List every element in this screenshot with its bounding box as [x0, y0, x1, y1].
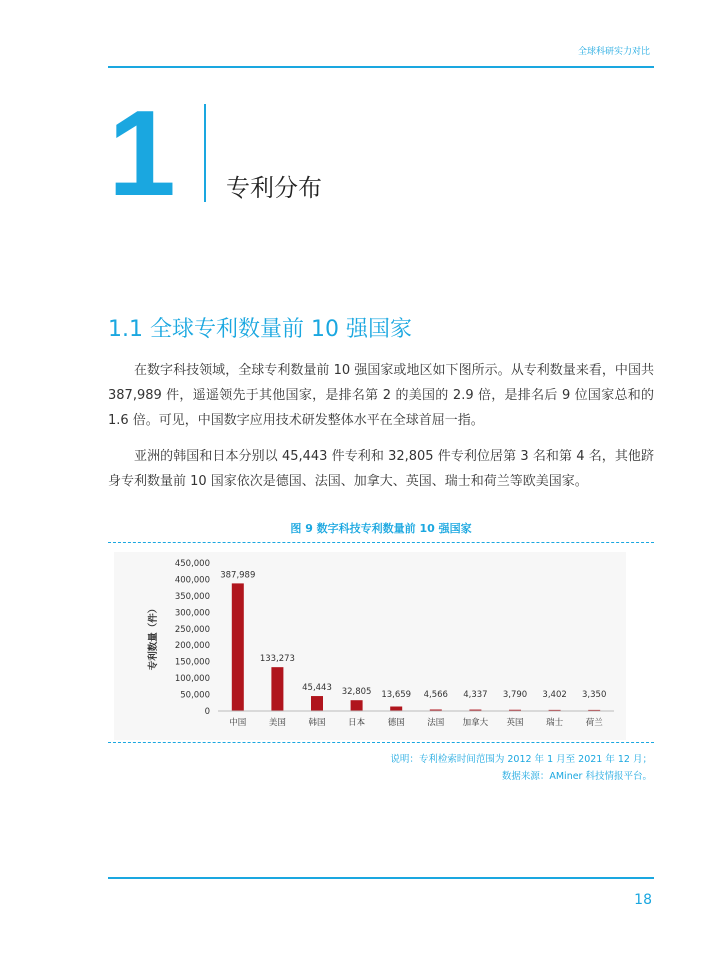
y-tick-label: 150,000	[174, 657, 210, 668]
patent-bar-chart	[108, 546, 654, 740]
x-tick-label: 荷兰	[585, 718, 603, 728]
figure-caption: 图 9 数字科技专利数量前 10 强国家	[290, 522, 472, 535]
figure-top-divider	[108, 542, 654, 543]
bar-data-label: 3,350	[582, 690, 607, 700]
y-tick-label: 400,000	[174, 575, 210, 586]
y-tick-label: 200,000	[174, 641, 210, 652]
y-tick-label: 50,000	[180, 690, 210, 701]
y-tick-label: 350,000	[174, 591, 210, 602]
paragraph-1: 在数字科技领域，全球专利数量前 10 强国家或地区如下图所示。从专利数量来看，中国共 387,989 件，遥遥领先于其他国家，是排名第 2 的美国的 2.9 倍，是排名后 9 位国家总和的 1.6 倍。可见，中国数字应用技术研发整体水平在全球首屈一指。	[108, 363, 654, 428]
bar-data-label: 387,989	[220, 570, 256, 581]
y-tick-label: 0	[204, 707, 210, 717]
x-tick-label: 中国	[229, 718, 247, 728]
bar	[351, 700, 363, 711]
chapter-title: 专利分布	[226, 174, 322, 202]
bar-data-label: 4,566	[423, 690, 448, 700]
x-tick-label: 法国	[427, 718, 445, 728]
chapter-number: 1	[108, 85, 176, 221]
x-tick-label: 美国	[268, 718, 286, 728]
paragraph-2: 亚洲的韩国和日本分别以 45,443 件专利和 32,805 件专利位居第 3 名和第 4 名，其他跻身专利数量前 10 国家依次是德国、法国、加拿大、英国、瑞士和荷兰等欧美国家。	[108, 449, 654, 489]
x-tick-label: 德国	[387, 718, 405, 728]
x-tick-label: 日本	[348, 718, 366, 728]
x-tick-label: 韩国	[308, 718, 326, 728]
bar-data-label: 133,273	[259, 654, 295, 665]
figure-source: 数据来源：AMiner 科技情报平台。	[501, 771, 652, 782]
figure-note: 说明：专利检索时间范围为 2012 年 1 月至 2021 年 12 月；	[390, 754, 652, 765]
x-tick-label: 加拿大	[462, 718, 489, 728]
figure-bottom-divider	[108, 742, 654, 743]
bar-data-label: 3,402	[542, 690, 567, 700]
y-tick-label: 250,000	[174, 624, 210, 635]
bar	[232, 583, 244, 711]
bar-data-label: 13,659	[381, 690, 412, 700]
y-tick-label: 100,000	[174, 674, 210, 685]
bar-data-label: 3,790	[502, 690, 528, 700]
bar-data-label: 4,337	[463, 690, 488, 700]
y-tick-label: 300,000	[174, 608, 210, 619]
header-rule	[108, 66, 654, 68]
footer-rule	[108, 877, 654, 879]
bar	[390, 707, 402, 711]
y-tick-label: 450,000	[174, 559, 210, 569]
running-header: 全球科研实力对比	[577, 47, 650, 57]
y-axis-title: 专利数量（件）	[148, 603, 159, 671]
section-title: 1.1 全球专利数量前 10 强国家	[108, 317, 412, 342]
bar-data-label: 32,805	[341, 687, 372, 698]
bar	[311, 696, 323, 711]
bar	[271, 667, 283, 711]
x-tick-label: 英国	[506, 718, 524, 728]
x-tick-label: 瑞士	[546, 718, 564, 728]
bar-data-label: 45,443	[302, 683, 332, 694]
chapter-divider	[204, 104, 206, 202]
page-number: 18	[634, 892, 652, 908]
